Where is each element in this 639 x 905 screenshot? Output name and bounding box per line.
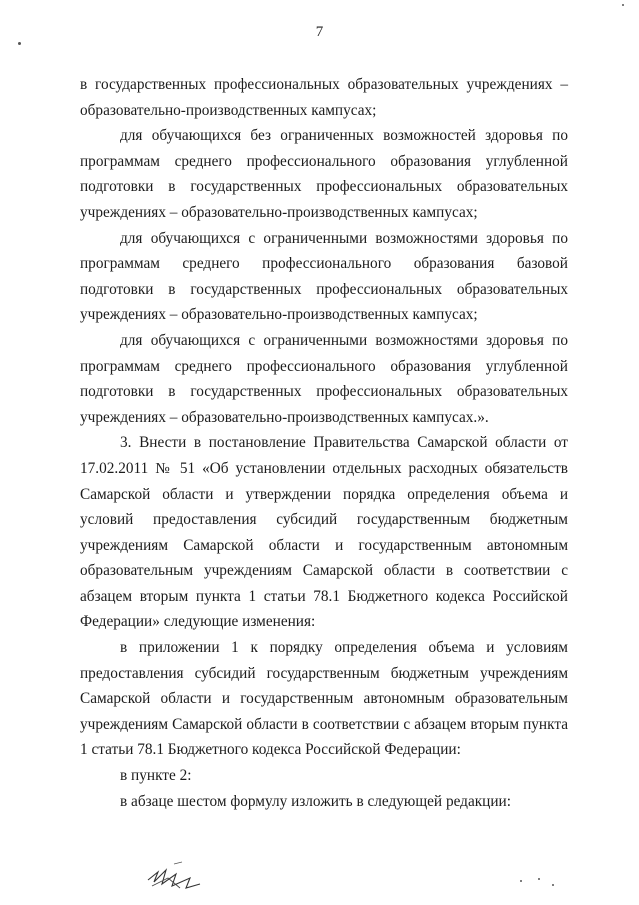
paragraph-item-3: 3. Внести в постановление Правительства Самарской области от 17.02.2011 № 51 «Об установлении отдельных расходных обязательств Самарской области и утверждении порядка определения объема и условий предоставления субсидий государственным бюджетным учреждениям Самарской области и государственным автономным образовательным учреждениям Самарской области в соответствии с абзацем вторым пункта 1 статьи 78.1 Бюджетного кодекса Российской Федерации» следующие изменения: — [80, 434, 568, 631]
scan-speck — [622, 4, 624, 6]
scan-speck — [18, 42, 21, 45]
document-body — [80, 72, 568, 814]
paragraph-disabilities-basic: для обучающихся с ограниченными возможностями здоровья по программам среднего профессионального образования базовой подготовки в государственных профессиональных образовательных учреждениях – образовательно-производственных кампусах; — [80, 229, 568, 324]
paragraph-no-disabilities-advanced: для обучающихся без ограниченных возможностей здоровья по программам среднего профессионального образования углубленной подготовки в государственных профессиональных образовательных учреждениях – образовательно-производственных кампусах; — [80, 127, 568, 221]
paragraph-continuation: в государственных профессиональных образовательных учреждениях – образовательно-производственных кампусах; — [80, 76, 568, 119]
paragraph-appendix-1: в приложении 1 к порядку определения объема и условиям предоставления субсидий государственным бюджетным учреждениям Самарской области и государственным автономным образовательным учреждениям Самарской области в соответствии с абзацем вторым пункта 1 статьи 78.1 Бюджетного кодекса Российской Федерации: — [80, 639, 568, 759]
paragraph-point-2: в пункте 2: — [120, 767, 192, 785]
paragraph-disabilities-advanced: для обучающихся с ограниченными возможностями здоровья по программам среднего профессионального образования углубленной подготовки в государственных профессиональных образовательных учреждениях – образовательно-производственных кампусах.». — [80, 331, 568, 426]
scan-speck — [552, 884, 554, 886]
page-number: 7 — [315, 24, 324, 40]
signature-mark — [146, 858, 202, 892]
scan-speck — [538, 878, 540, 880]
paragraph-formula-intro: в абзаце шестом формулу изложить в следующей редакции: — [120, 792, 511, 810]
scan-speck — [520, 880, 522, 882]
